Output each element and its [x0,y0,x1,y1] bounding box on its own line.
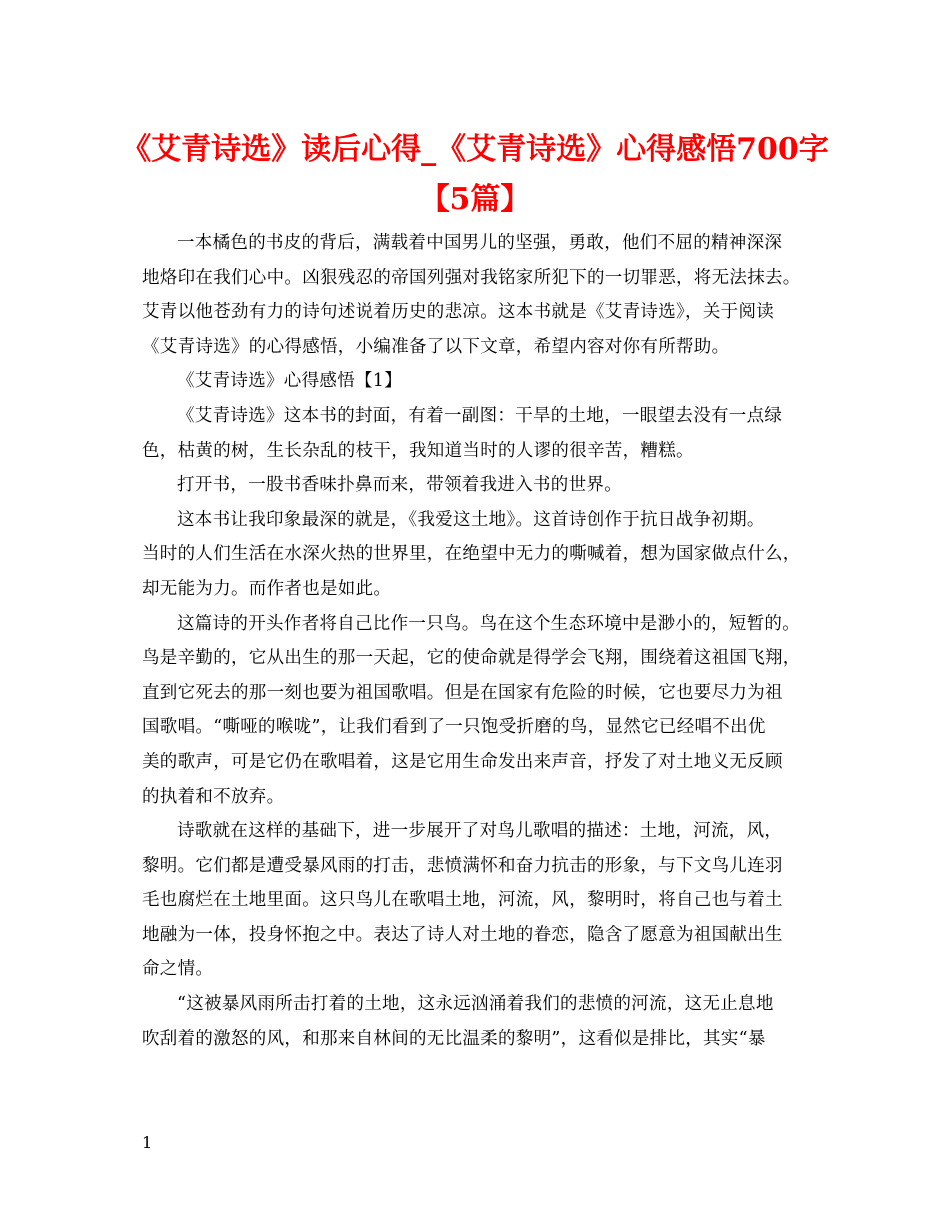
paragraph [142,226,826,364]
paragraph-line: 鸟是辛勤的，它从出生的那一天起，它的使命就是得学会飞翔，围绕着这祖国飞翔， [142,648,801,669]
document-body [142,226,826,1056]
paragraph-line: 《艾青诗选》的心得感悟，小编准备了以下文章，希望内容对你有所帮助。 [142,336,730,357]
paragraph-line: 毛也腐烂在土地里面。这只鸟儿在歌唱土地，河流，风，黎明时，将自己也与着土 [142,890,783,911]
paragraph-line: 一本橘色的书皮的背后，满载着中国男儿的坚强，勇敢，他们不屈的精神深深 [177,233,783,253]
paragraph-line: 黎明。它们都是遭受暴风雨的打击，悲愤满怀和奋力抗击的形象，与下文鸟儿连羽 [142,855,783,876]
paragraph-line: 吹刮着的激怒的风，和那来自林间的无比温柔的黎明”，这看似是排比，其实“暴 [142,1028,766,1049]
paragraph [142,364,826,399]
paragraph [142,468,826,503]
paragraph-line: 这篇诗的开头作者将自己比作一只鸟。鸟在这个生态环境中是渺小的，短暂的。 [177,613,800,634]
document-title-line-1: 《艾青诗选》读后心得_《艾青诗选》心得感悟700字 [121,132,829,167]
paragraph-line: 美的歌声，可是它仍在歌唱着，这是它用生命发出来声音，抒发了对土地义无反顾 [142,751,783,772]
paragraph [142,399,826,468]
paragraph-line: 当时的人们生活在水深火热的世界里，在绝望中无力的嘶喊着，想为国家做点什么， [142,544,801,565]
paragraph [142,607,826,815]
paragraph-line: 地烙印在我们心中。凶狠残忍的帝国列强对我铭家所犯下的一切罪恶，将无法抹去。 [142,267,801,288]
paragraph-line: 艾青以他苍劲有力的诗句述说着历史的悲凉。这本书就是《艾青诗选》，关于阅读 [142,302,775,323]
paragraph-line: “这被暴风雨所击打着的土地，这永远汹涌着我们的悲愤的河流，这无止息地 [177,994,774,1015]
paragraph [142,987,826,1056]
paragraph-line: 地融为一体，投身怀抱之中。表达了诗人对土地的眷恋，隐含了愿意为祖国献出生 [142,924,783,945]
paragraph-line: 命之情。 [142,959,214,980]
paragraph-line: 诗歌就在这样的基础下，进一步展开了对鸟儿歌唱的描述：土地，河流，风， [177,821,783,842]
paragraph-line: 色，枯黄的树，生长杂乱的枝干，我知道当时的人谬的很辛苦，糟糕。 [142,440,694,461]
paragraph-line: 打开书，一股书香味扑鼻而来，带领着我进入书的世界。 [177,475,622,496]
paragraph-line: 的执着和不放弃。 [142,786,285,807]
paragraph [142,503,826,607]
paragraph-line: 《艾青诗选》这本书的封面，有着一副图：干旱的土地，一眼望去没有一点绿 [177,405,783,426]
paragraph-line: 《艾青诗选》心得感悟【1】 [177,371,403,392]
paragraph-line: 国歌唱。“嘶哑的喉咙”，让我们看到了一只饱受折磨的鸟，显然它已经唱不出优 [142,717,766,738]
paragraph-line: 直到它死去的那一刻也要为祖国歌唱。但是在国家有危险的时候，它也要尽力为祖 [142,682,783,703]
paragraph [142,814,826,987]
paragraph-line: 这本书让我印象最深的就是，《我爱这土地》。这首诗创作于抗日战争初期。 [177,509,765,530]
page-number: 1 [142,1133,153,1152]
paragraph-line: 却无能为力。而作者也是如此。 [142,578,392,599]
document-title-line-2: 【5篇】 [419,182,531,217]
